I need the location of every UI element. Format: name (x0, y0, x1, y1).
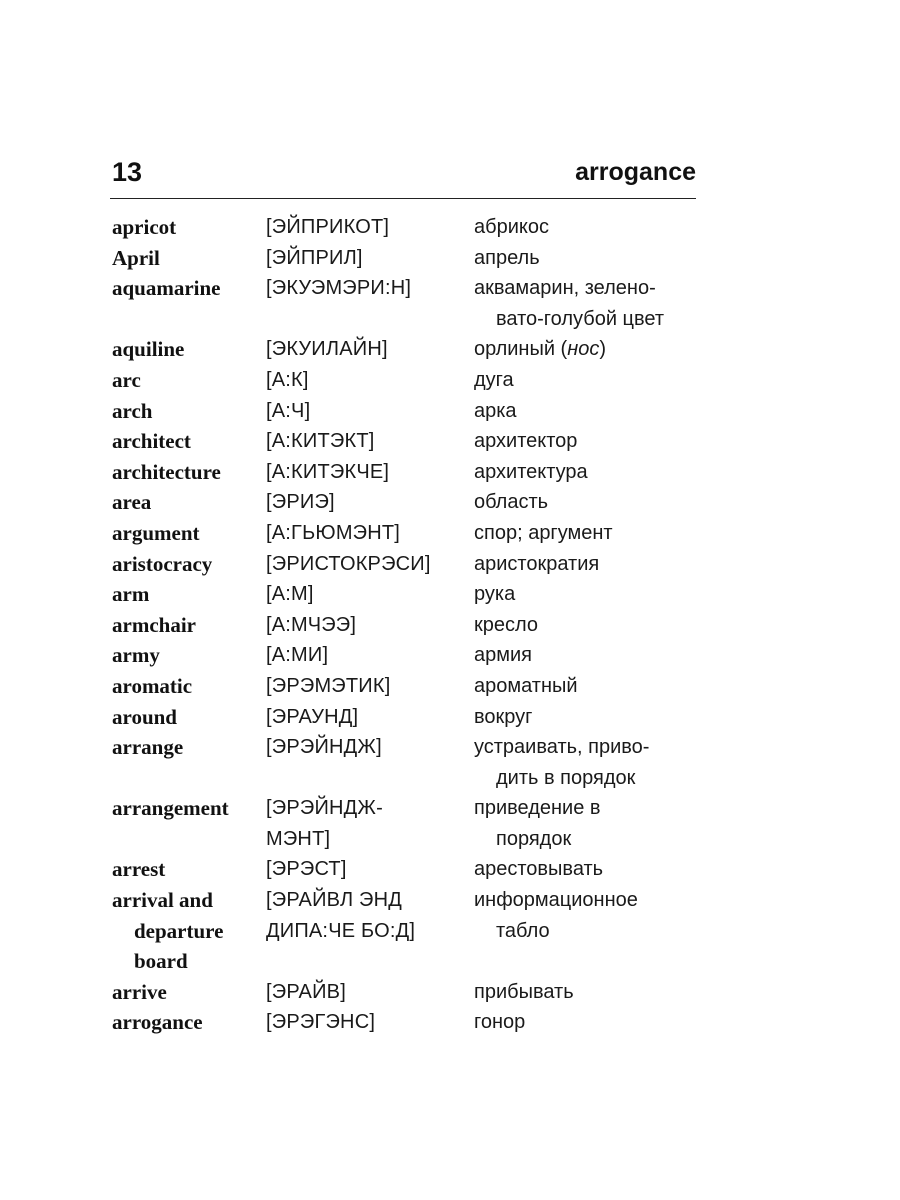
headword-line: arrival and (112, 888, 213, 913)
headword-line: arrange (112, 735, 184, 760)
meaning-line: ароматный (474, 674, 578, 697)
meaning-line: арка (474, 399, 517, 422)
headword-line: armchair (112, 612, 196, 637)
transcription: [ЭКУЭМЭРИ:Н] (266, 277, 412, 300)
meaning (474, 610, 702, 641)
entry-area (112, 487, 702, 518)
meaning-line: вато-голубой цвет (496, 307, 665, 330)
headword (112, 793, 266, 824)
headword-line: departure (134, 918, 224, 943)
headword (112, 854, 266, 885)
running-head: arrogance (575, 158, 696, 186)
headword (112, 579, 266, 610)
entry-aquiline (112, 334, 702, 365)
meaning-line: арестовывать (474, 858, 604, 881)
headword (112, 610, 266, 641)
transcription: [ЭРЭГЭНС] (266, 1011, 376, 1034)
headword (112, 549, 266, 580)
entry-around (112, 702, 702, 733)
headword-line: argument (112, 520, 200, 545)
transcription: [ЭРЭЙНДЖ] (266, 736, 382, 759)
transcription: [ЭРЭМЭТИК] (266, 674, 391, 697)
meaning (474, 365, 702, 396)
entry-aristocracy (112, 549, 702, 580)
headword-line: aquiline (112, 337, 185, 362)
headword (112, 640, 266, 671)
meaning (474, 1007, 702, 1038)
headword (112, 1007, 266, 1038)
entry-arm (112, 579, 702, 610)
meaning (474, 549, 702, 580)
meaning-line: архитектура (474, 460, 588, 483)
headword-line: arch (112, 398, 153, 423)
meaning-text: орлиный ( (474, 338, 568, 361)
meaning-line: кресло (474, 613, 539, 636)
header-rule (110, 198, 696, 199)
headword (112, 396, 266, 427)
page-number: 13 (112, 157, 143, 187)
headword (112, 243, 266, 274)
headword-line: arrest (112, 857, 166, 882)
meaning-line: дить в порядок (496, 766, 636, 789)
meaning (474, 977, 702, 1008)
headword-line: arm (112, 582, 150, 607)
transcription: [ЭЙПРИКОТ] (266, 216, 390, 238)
meaning (474, 579, 702, 610)
meaning (474, 885, 702, 946)
headword-line: arrangement (112, 796, 229, 821)
meaning (474, 243, 702, 274)
meaning (474, 457, 702, 488)
meaning (474, 732, 702, 793)
meaning-line: приведение в (474, 797, 601, 820)
entry-aquamarine (112, 273, 702, 334)
meaning (474, 212, 702, 243)
headword (112, 457, 266, 488)
entry-arrogance (112, 1007, 702, 1038)
entry-arrive (112, 977, 702, 1008)
entry-argument (112, 518, 702, 549)
transcription: [ЭРЭЙНДЖ- МЭНТ] (266, 797, 383, 850)
meaning (474, 702, 702, 733)
entry-april (112, 243, 702, 274)
entry-armchair (112, 610, 702, 641)
meaning-line: табло (496, 919, 550, 942)
meaning-line: порядок (496, 827, 572, 850)
headword-line: arrogance (112, 1010, 203, 1035)
meaning-line: абрикос (474, 216, 549, 238)
transcription: [А:КИТЭКТ] (266, 430, 375, 453)
headword-line: April (112, 245, 160, 270)
headword (112, 426, 266, 457)
headword (112, 885, 266, 977)
headword-line: arrive (112, 979, 167, 1004)
meaning-line: гонор (474, 1011, 526, 1034)
entry-army (112, 640, 702, 671)
headword-line: board (134, 949, 188, 974)
headword (112, 702, 266, 733)
meaning (474, 396, 702, 427)
headword (112, 273, 266, 304)
entry-apricot (112, 212, 702, 243)
transcription: [ЭРАЙВ] (266, 980, 346, 1003)
meaning-line: аквамарин, зелено- (474, 277, 656, 300)
meaning (474, 671, 702, 702)
meaning-line: вокруг (474, 705, 533, 728)
entry-arch (112, 396, 702, 427)
headword-line: architecture (112, 459, 221, 484)
headword-line: army (112, 643, 160, 668)
entry-arc (112, 365, 702, 396)
transcription: [А:К] (266, 368, 309, 391)
meaning-line: аристократия (474, 552, 600, 575)
transcription: [А:МЧЭЭ] (266, 613, 357, 636)
transcription: [А:Ч] (266, 399, 311, 422)
transcription: [ЭРАЙВЛ ЭНД ДИПА:ЧЕ БО:Д] (266, 889, 416, 942)
meaning-line: спор; аргумент (474, 521, 613, 544)
headword (112, 977, 266, 1008)
headword (112, 732, 266, 763)
meaning-line: устраивать, приво- (474, 736, 650, 759)
meaning (474, 426, 702, 457)
entry-arrange (112, 732, 702, 793)
entry-aromatic (112, 671, 702, 702)
meaning-line: армия (474, 644, 532, 667)
transcription: [А:М] (266, 583, 314, 606)
meaning-text-tail: ) (599, 338, 607, 361)
transcription: [ЭРИСТОКРЭСИ] (266, 552, 431, 575)
entry-arrival-and-departure-board (112, 885, 702, 977)
dictionary-entries (112, 212, 702, 1038)
meaning (474, 640, 702, 671)
headword-line: around (112, 704, 177, 729)
transcription: [ЭРАУНД] (266, 705, 359, 728)
transcription: [ЭРИЭ] (266, 491, 335, 514)
headword-line: apricot (112, 215, 177, 239)
meaning-line: область (474, 491, 549, 514)
entry-architecture (112, 457, 702, 488)
headword (112, 365, 266, 396)
meaning (474, 487, 702, 518)
headword-line: architect (112, 429, 191, 454)
headword (112, 671, 266, 702)
meaning (474, 854, 702, 885)
transcription: [А:КИТЭКЧЕ] (266, 460, 390, 483)
meaning-line: рука (474, 583, 516, 606)
headword (112, 518, 266, 549)
headword (112, 212, 266, 243)
entry-arrest (112, 854, 702, 885)
headword-line: aromatic (112, 673, 193, 698)
meaning-italic-note: нос (567, 338, 600, 361)
headword (112, 334, 266, 365)
meaning-line: апрель (474, 246, 540, 269)
transcription: [А:ГЬЮМЭНТ] (266, 521, 401, 544)
transcription: [А:МИ] (266, 644, 329, 667)
headword (112, 487, 266, 518)
meaning-line: прибывать (474, 980, 574, 1003)
meaning (474, 518, 702, 549)
transcription: [ЭКУИЛАЙН] (266, 338, 388, 361)
meaning-line: дуга (474, 368, 514, 391)
transcription: [ЭЙПРИЛ] (266, 246, 363, 269)
headword-line: aquamarine (112, 276, 221, 301)
entry-arrangement (112, 793, 702, 854)
meaning (474, 273, 702, 334)
entry-architect (112, 426, 702, 457)
meaning (474, 793, 702, 854)
headword-line: aristocracy (112, 551, 213, 576)
transcription: [ЭРЭСТ] (266, 858, 347, 881)
meaning (474, 334, 702, 365)
meaning-line: архитектор (474, 430, 578, 453)
headword-line: arc (112, 367, 141, 392)
meaning-line: информационное (474, 889, 638, 912)
headword-line: area (112, 490, 152, 515)
